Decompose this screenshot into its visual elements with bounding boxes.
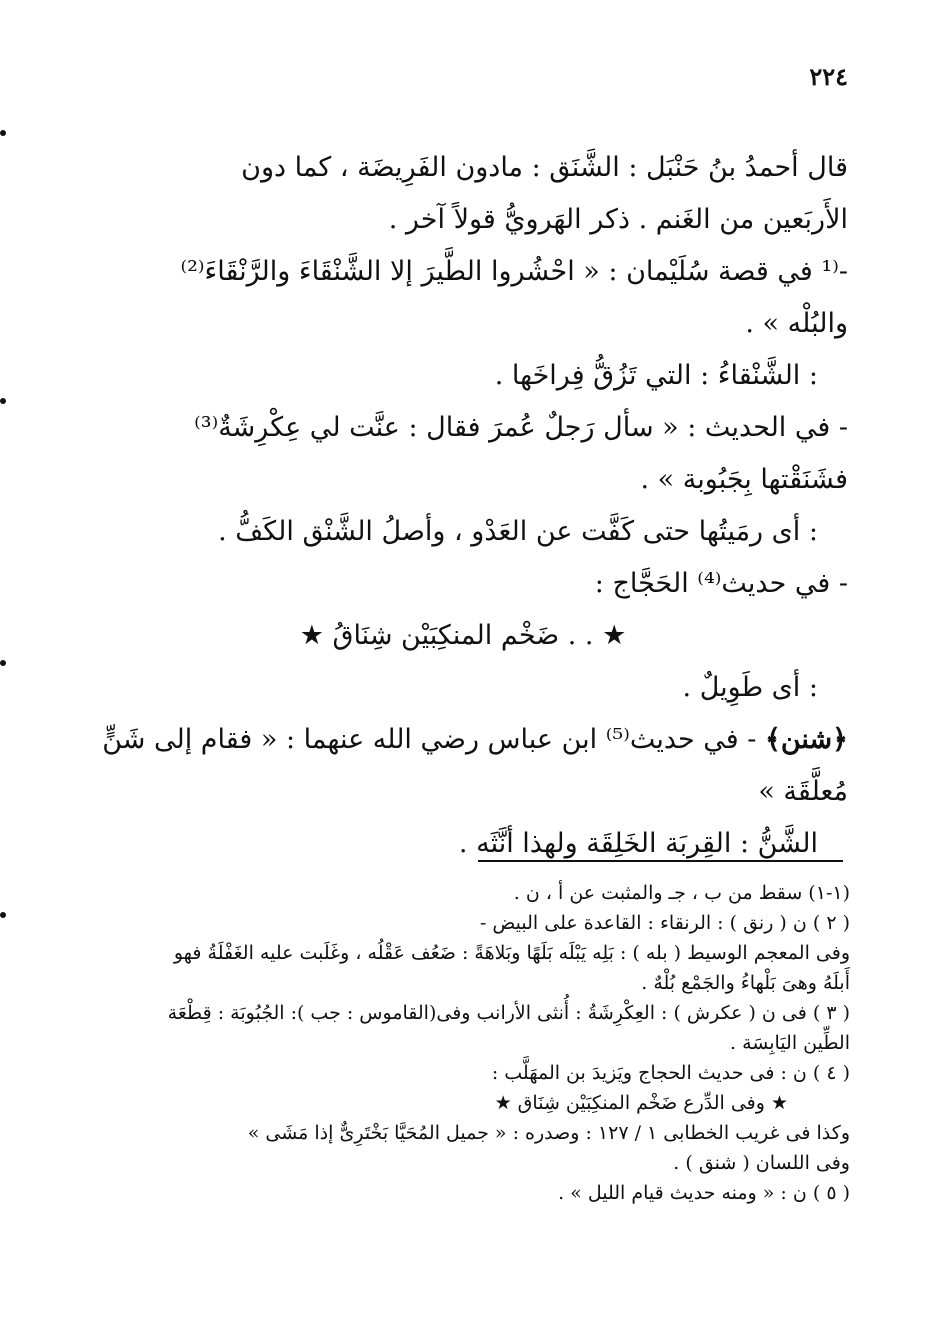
text-line: : أى طَوِيلٌ . bbox=[682, 672, 818, 703]
text-line: : أى رمَيتُها حتى كَفَّت عن العَدْو ، وأصلُ الشَّنْق الكَفُّ . bbox=[218, 516, 818, 547]
text-line: - في حديث⁽⁴⁾ الحَجَّاج : bbox=[594, 568, 848, 599]
margin-mark bbox=[0, 912, 6, 918]
page-number: ٢٢٤ bbox=[809, 62, 848, 91]
text-line: قال أحمدُ بنُ حَنْبَل : الشَّنَق : مادون الفَرِيضَة ، كما دون bbox=[241, 152, 848, 183]
text-line: -⁽¹ في قصة سُلَيْمان : « احْشُروا الطَّيرَ إلا الشَّنْقَاءَ والرَّنْقَاءَ⁽²⁾ bbox=[180, 256, 848, 287]
footnote-line: ( ٤ ) ن : فى حديث الحجاج ويَزيدَ بن المهَلَّب : bbox=[491, 1062, 850, 1084]
footnote-separator bbox=[478, 860, 843, 862]
margin-mark bbox=[0, 660, 6, 666]
margin-mark bbox=[0, 130, 6, 136]
footnote-line: الطِّين اليَابِسَة . bbox=[730, 1032, 850, 1054]
footnote-line: ( ٣ ) فى ن ( عكرش ) : العِكْرِشَةُ : أُنثى الأرانب وفى(القاموس : جب ): الجُبُوبَة : قِطْعَة bbox=[167, 1002, 850, 1024]
main-text bbox=[78, 142, 848, 870]
text-line: مُعلَّقَة » bbox=[758, 776, 848, 807]
text-line: الشَّنُّ : القِربَة الخَلِقَة ولهذا أنَّثَه . bbox=[458, 828, 818, 859]
footnote-line: ( ٥ ) ن : « ومنه حديث قيام الليل » . bbox=[558, 1182, 850, 1204]
footnote-line: ★ وفى الدِّرع ضَخْم المنكِبَيْن شِنَاق ★ bbox=[494, 1092, 788, 1114]
text-line-with-entry bbox=[78, 714, 848, 766]
footnotes bbox=[90, 878, 850, 1208]
text-line: والبُلْه » . bbox=[745, 308, 848, 339]
verse-line: ★ . . ضَخْم المنكِبَيْن شِنَاقُ ★ bbox=[299, 620, 627, 651]
footnote-line: وفى اللسان ( شنق ) . bbox=[673, 1152, 850, 1174]
margin-mark bbox=[0, 398, 6, 404]
text-line: فشَنَقْتها بِجَبُوبة » . bbox=[640, 464, 848, 495]
footnote-line: وفى المعجم الوسيط ( بله ) : بَلِه يَبْلَه بَلَهًا وبَلاهَةً : ضَعُف عَقْلُه ، وغَلَبت عليه الغَفْلَةُ فهو bbox=[173, 942, 850, 964]
text-line: : الشَّنْقاءُ : التي تَزُقُّ فِراخَها . bbox=[494, 360, 818, 391]
footnote-line: وكذا فى غريب الخطابى ١ / ١٢٧ : وصدره : « جميل المُحَيَّا بَخْتَرِىٌّ إذا مَشَى » bbox=[247, 1122, 850, 1144]
footnote-line: أَبلَهُ وهىَ بَلْهاءُ والجَمْع بُلْهٌ . bbox=[641, 972, 850, 994]
entry-key: ﴿شنن﴾ bbox=[765, 724, 848, 755]
footnote-line: ( ٢ ) ن ( رنق ) : الرنقاء : القاعدة على البيض - bbox=[479, 912, 850, 934]
text-line: - في حديث⁽⁵⁾ ابن عباس رضي الله عنهما : « فقام إلى شَنٍّ bbox=[102, 724, 757, 755]
text-line: الأَربَعين من الغَنم . ذكر الهَرويُّ قولاً آخر . bbox=[388, 204, 848, 235]
text-line: - في الحديث : « سأل رَجلٌ عُمرَ فقال : عنَّت لي عِكْرِشَةٌ⁽³⁾ bbox=[194, 412, 848, 443]
footnote-line: (١-١) سقط من ب ، جـ والمثبت عن أ ، ن . bbox=[513, 882, 850, 904]
